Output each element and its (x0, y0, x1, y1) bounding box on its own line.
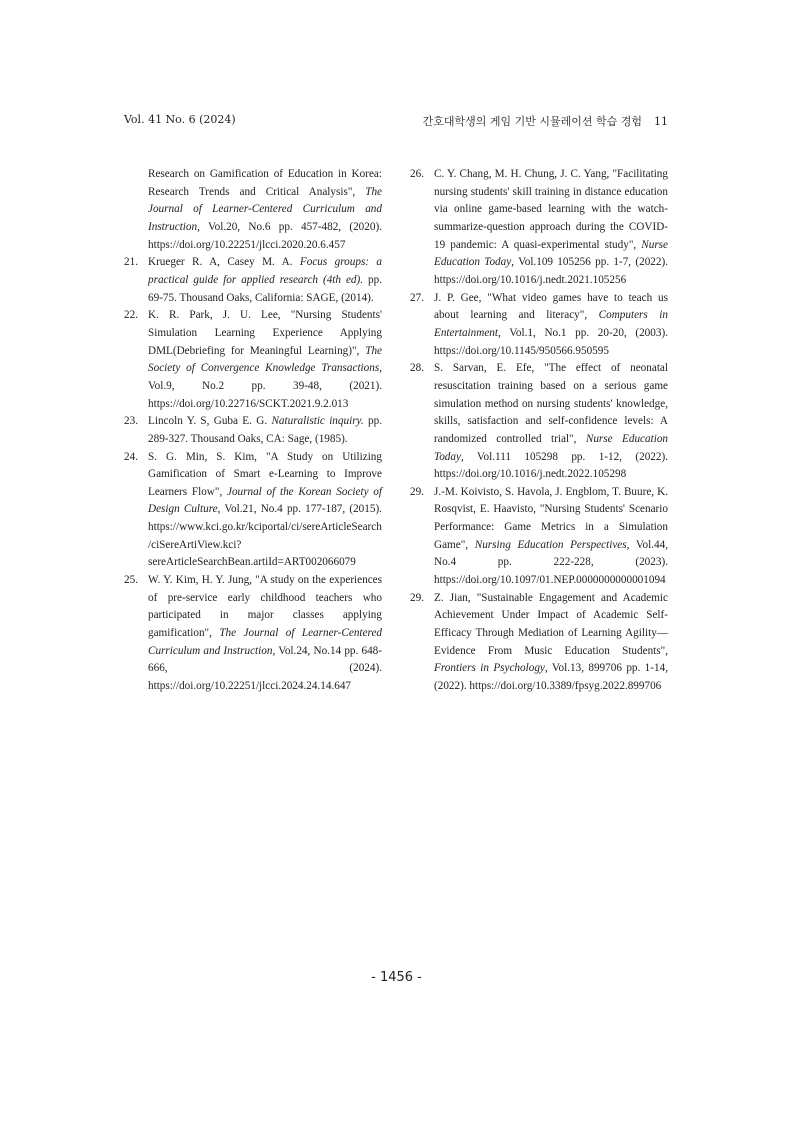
reference-item (124, 254, 382, 307)
reference-number: 29. (410, 485, 424, 498)
reference-item (124, 166, 382, 254)
reference-number: 26. (410, 168, 424, 180)
reference-text: W. Y. Kim, H. Y. Jung, "A study on the experiences of pre-service early childhood teachers who participated in major classes applying gamification", The Journal of Learner-Centered Curriculum and Instruction, Vol.24, No.14 pp. 648-666, (2024). https://doi.org/10.22251/jlcci.2024.24.14.647 (148, 574, 382, 693)
reference-text: Research on Gamification of Education in Korea: Research Trends and Critical Analysis", The Journal of Learner-Centered Curriculum and Instruction, Vol.20, No.6 pp. 457-482, (2020). https://doi.org/10.22251/jlcci.2020.20.6.457 (148, 168, 382, 251)
reference-text: Lincoln Y. S, Guba E. G. Naturalistic inquiry. pp. 289-327. Thousand Oaks, CA: Sage, (1985). (148, 415, 382, 445)
reference-item (124, 572, 382, 696)
reference-text: S. G. Min, S. Kim, "A Study on Utilizing Gamification of Smart e-Learning to Improve Learners Flow", Journal of the Korean Society of Design Culture, Vol.21, No.4 pp. 177-187, (2015). https://www.kci.go.kr/kciportal/ci/sereArticleSearch/ciSereArtiView.kci?sereArticleSearchBean.artiId=ART002066079 (148, 450, 383, 569)
page-footer-number: - 1456 - (371, 970, 422, 985)
reference-item (124, 307, 382, 413)
reference-item (124, 413, 382, 448)
reference-text: Z. Jian, "Sustainable Engagement and Academic Achievement Under Impact of Academic Self-Efficacy Through Mediation of Learning Agility—Evidence From Music Education Students", Frontiers in Psychology, Vol.13, 899706 pp. 1-14, (2022). https://doi.org/10.3389/fpsyg.2022.899706 (434, 591, 668, 693)
reference-number: 22. (124, 309, 138, 322)
reference-text: S. Sarvan, E. Efe, "The effect of neonatal resuscitation training based on a serious game simulation method on nursing students' knowledge, skills, satisfaction and self-confidence levels: A randomized controlled trial", Nurse Education Today, Vol.111 105298 pp. 1-12, (2022). https://doi.org/10.1016/j.nedt.2022.105298 (434, 362, 669, 481)
reference-item (410, 290, 668, 361)
running-title (423, 113, 668, 129)
reference-item (410, 590, 668, 696)
reference-number: 29. (410, 591, 424, 604)
reference-text: J.-M. Koivisto, S. Havola, J. Engblom, T. Buure, K. Rosqvist, E. Haavisto, "Nursing Students' Scenario Performance: Game Metrics in a Simulation Game", Nursing Education Perspectives, Vol.44, No.4 pp. 222-228, (2023). https://doi.org/10.1097/01.NEP.0000000000001094 (434, 485, 668, 587)
reference-item (410, 484, 668, 590)
references-left-column (124, 166, 382, 696)
header-page-number: 11 (654, 115, 668, 128)
reference-text: K. R. Park, J. U. Lee, "Nursing Students' Simulation Learning Experience Applying DML(Debriefing for Meaningful Learning)", The Society of Convergence Knowledge Transactions, Vol.9, No.2 pp. 39-48, (2021). https://doi.org/10.22716/SCKT.2021.9.2.013 (148, 309, 382, 410)
reference-number: 21. (124, 256, 138, 269)
journal-volume: Vol. 41 No. 6 (2024) (124, 113, 236, 126)
reference-item (410, 166, 668, 290)
reference-number: 23. (124, 415, 138, 428)
reference-number: 25. (124, 574, 138, 587)
reference-item (410, 360, 668, 484)
reference-number: 27. (410, 291, 424, 304)
reference-number: 28. (410, 362, 424, 375)
running-title-text: 간호대학생의 게임 기반 시뮬레이션 학습 경험 (422, 115, 642, 128)
references-right-column (410, 166, 668, 696)
reference-text: J. P. Gee, "What video games have to teach us about learning and literacy", Computers in Entertainment, Vol.1, No.1 pp. 20-20, (2003). https://doi.org/10.1145/950566.950595 (434, 291, 668, 357)
reference-text: C. Y. Chang, M. H. Chung, J. C. Yang, "Facilitating nursing students' skill training in distance education via online game-based learning with the watch-summarize-question approach during the COVID-19 pandemic: A quasi-experimental study", Nurse Education Today, Vol.109 105256 pp. 1-7, (2022). https://doi.org/10.1016/j.nedt.2021.105256 (434, 168, 669, 286)
reference-text: Krueger R. A, Casey M. A. Focus groups: a practical guide for applied research (4th ed). pp. 69-75. Thousand Oaks, California: SAGE, (2014). (148, 256, 383, 304)
reference-item (124, 449, 382, 573)
reference-number: 24. (124, 450, 138, 463)
